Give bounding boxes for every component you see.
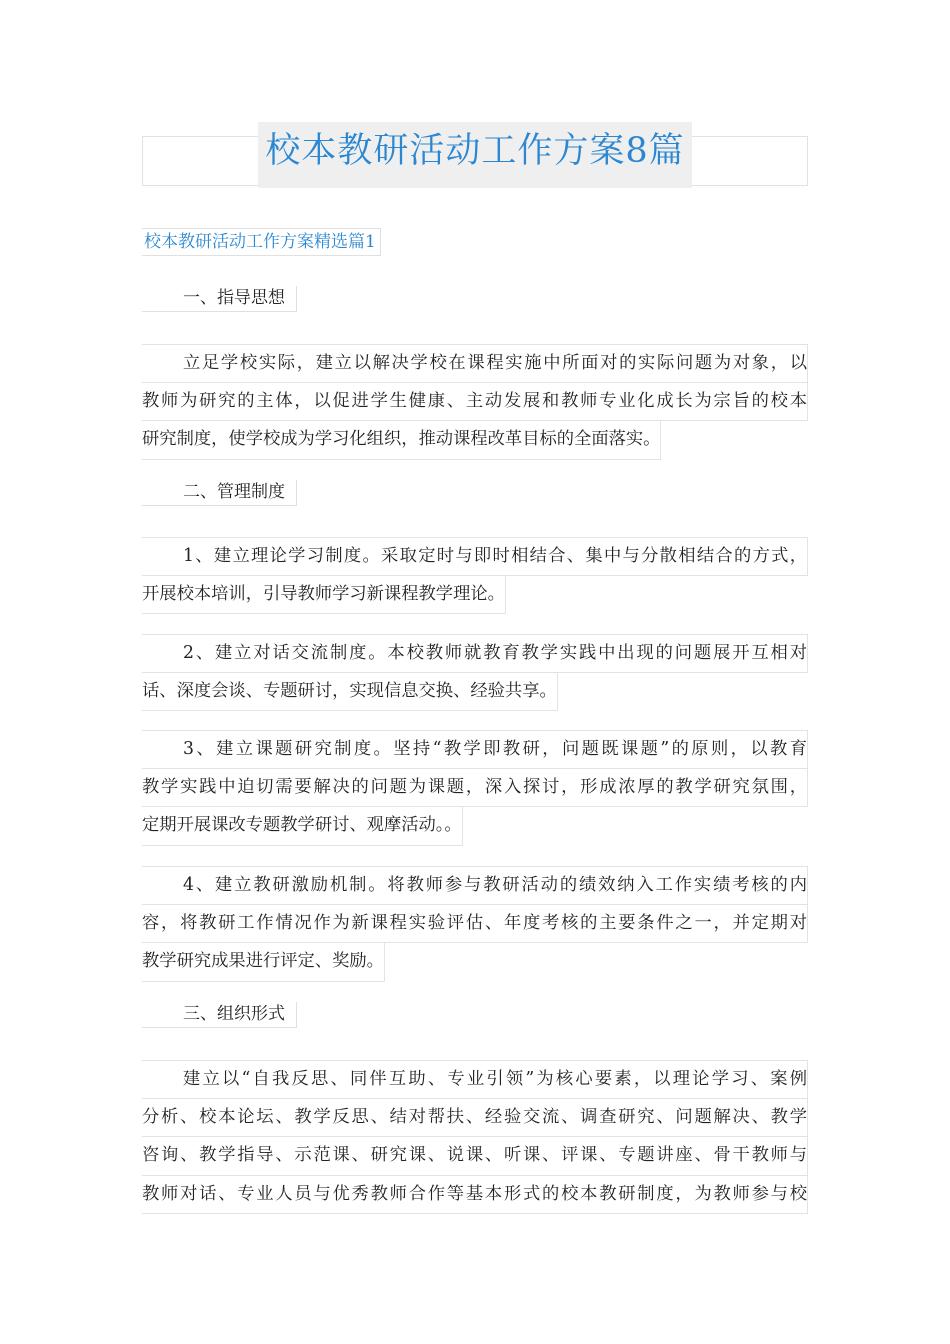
paragraph-5	[142, 866, 808, 982]
paragraph-line: 分析、校本论坛、教学反思、结对帮扶、经验交流、调查研究、问题解决、教学	[142, 1099, 808, 1138]
heading-management-system: 二、管理制度	[142, 480, 297, 506]
paragraph-line: 开展校本培训，引导教师学习新课程教学理论。	[142, 576, 506, 615]
paragraph-3	[142, 634, 808, 711]
paragraph-2	[142, 537, 808, 614]
paragraph-6	[142, 1060, 808, 1214]
paragraph-line: 定期开展课改专题教学研讨、观摩活动。。	[142, 807, 463, 846]
paragraph-1	[142, 344, 808, 460]
paragraph-line: 4、建立教研激励机制。将教师参与教研活动的绩效纳入工作实绩考核的内	[142, 866, 808, 905]
paragraph-line: 咨询、教学指导、示范课、研究课、说课、听课、评课、专题讲座、骨干教师与	[142, 1137, 808, 1176]
paragraph-line: 3、建立课题研究制度。坚持“教学即教研，问题既课题”的原则，以教育	[142, 730, 808, 769]
paragraph-line: 立足学校实际，建立以解决学校在课程实施中所面对的实际问题为对象，以	[142, 344, 808, 383]
paragraph-4	[142, 730, 808, 846]
paragraph-line: 1、建立理论学习制度。采取定时与即时相结合、集中与分散相结合的方式，	[142, 537, 808, 576]
paragraph-line: 话、深度会谈、专题研讨，实现信息交换、经验共享。	[142, 673, 558, 712]
document-title: 校本教研活动工作方案8篇	[258, 122, 692, 188]
heading-guiding-ideology: 一、指导思想	[142, 286, 297, 312]
section-subtitle: 校本教研活动工作方案精选篇1	[142, 228, 381, 256]
paragraph-line: 教学实践中迫切需要解决的问题为课题，深入探讨，形成浓厚的教学研究氛围，	[142, 769, 808, 808]
paragraph-line: 教师对话、专业人员与优秀教师合作等基本形式的校本教研制度，为教师参与校	[142, 1176, 808, 1215]
paragraph-line: 容，将教研工作情况作为新课程实验评估、年度考核的主要条件之一，并定期对	[142, 905, 808, 944]
paragraph-line: 教师为研究的主体，以促进学生健康、主动发展和教师专业化成长为宗旨的校本	[142, 383, 808, 422]
paragraph-line: 研究制度，使学校成为学习化组织，推动课程改革目标的全面落实。	[142, 421, 661, 460]
paragraph-line: 建立以“自我反思、同伴互助、专业引领”为核心要素，以理论学习、案例	[142, 1060, 808, 1099]
heading-organization-form: 三、组织形式	[142, 1002, 297, 1028]
paragraph-line: 2、建立对话交流制度。本校教师就教育教学实践中出现的问题展开互相对	[142, 634, 808, 673]
paragraph-line: 教学研究成果进行评定、奖励。	[142, 943, 385, 982]
